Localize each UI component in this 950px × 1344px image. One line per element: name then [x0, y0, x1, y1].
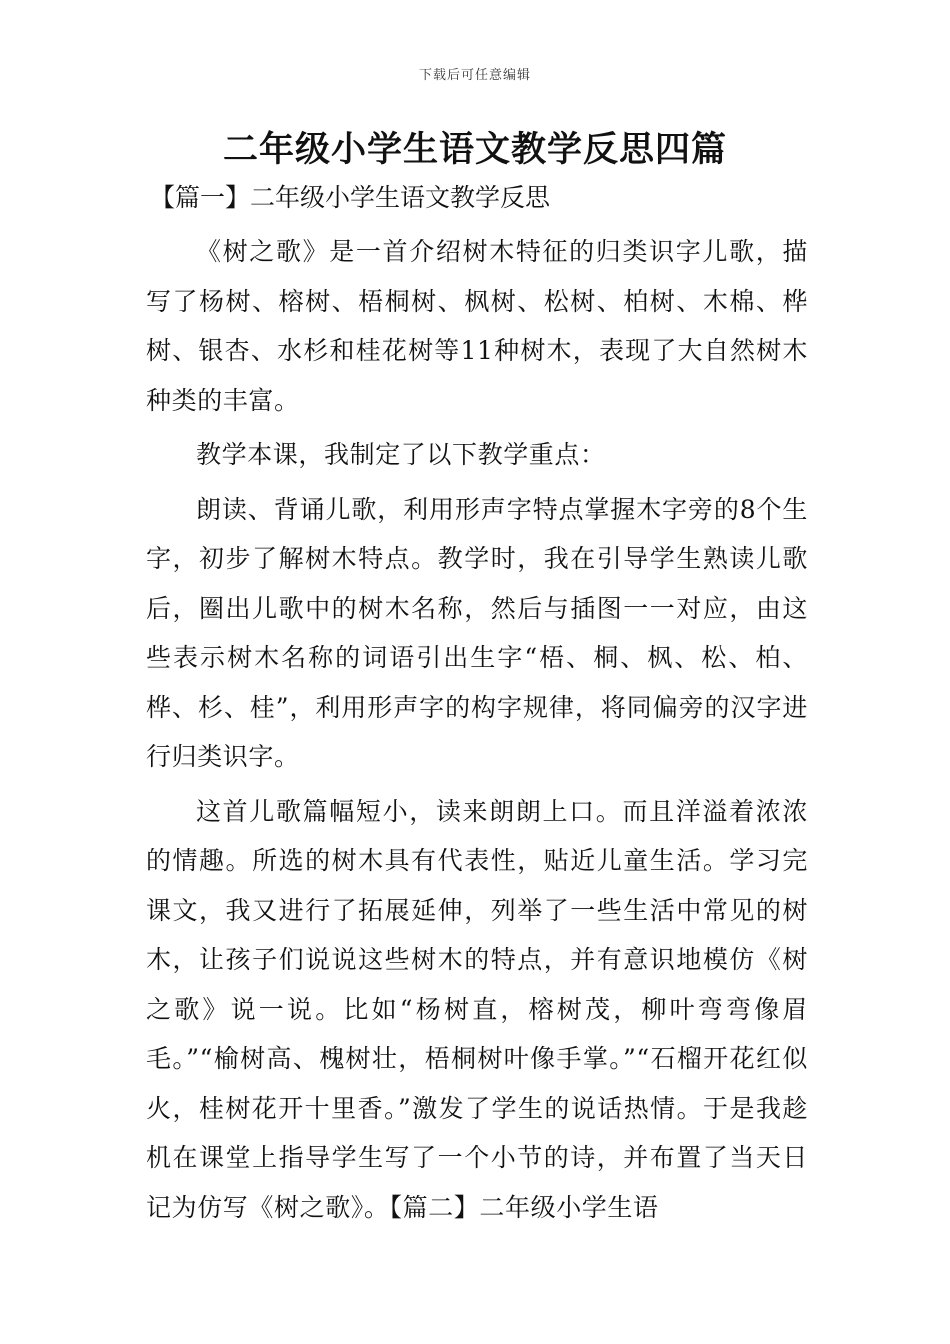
body-text	[146, 227, 808, 1237]
paragraph-4: 这首儿歌篇幅短小，读来朗朗上口。而且洋溢着浓浓的情趣。所选的树木具有代表性，贴近儿童生活。学习完课文，我又进行了拓展延伸，列举了一些生活中常见的树木，让孩子们说说这些树木的特点，并有意识地模仿《树之歌》说一说。比如“杨树直，榕树茂，柳叶弯弯像眉毛。”“榆树高、槐树壮，梧桐树叶像手掌。”“石榴开花红似火，桂树花开十里香。”激发了学生的说话热情。于是我趁机在课堂上指导学生写了一个小节的诗，并布置了当天日记为仿写《树之歌》。【篇二】二年级小学生语	[146, 796, 808, 1222]
document-title: 二年级小学生语文教学反思四篇	[222, 129, 727, 170]
paragraph-2: 教学本课，我制定了以下教学重点：	[196, 440, 606, 469]
paragraph-1: 《树之歌》是一首介绍树木特征的归类识字儿歌，描写了杨树、榕树、梧桐树、枫树、松树、柏树、木棉、桦树、银杏、水杉和桂花树等11种树木，表现了大自然树木种类的丰富。	[146, 237, 808, 415]
header-note: 下载后可任意编辑	[418, 68, 531, 83]
paragraph-3: 朗读、背诵儿歌，利用形声字特点掌握木字旁的8个生字，初步了解树木特点。教学时，我在引导学生熟读儿歌后，圈出儿歌中的树木名称，然后与插图一一对应，由这些表示树木名称的词语引出生字“梧、桐、枫、松、柏、桦、杉、桂”，利用形声字的构字规律，将同偏旁的汉字进行归类识字。	[146, 494, 808, 771]
section-heading-1: 【篇一】二年级小学生语文教学反思	[150, 183, 551, 212]
